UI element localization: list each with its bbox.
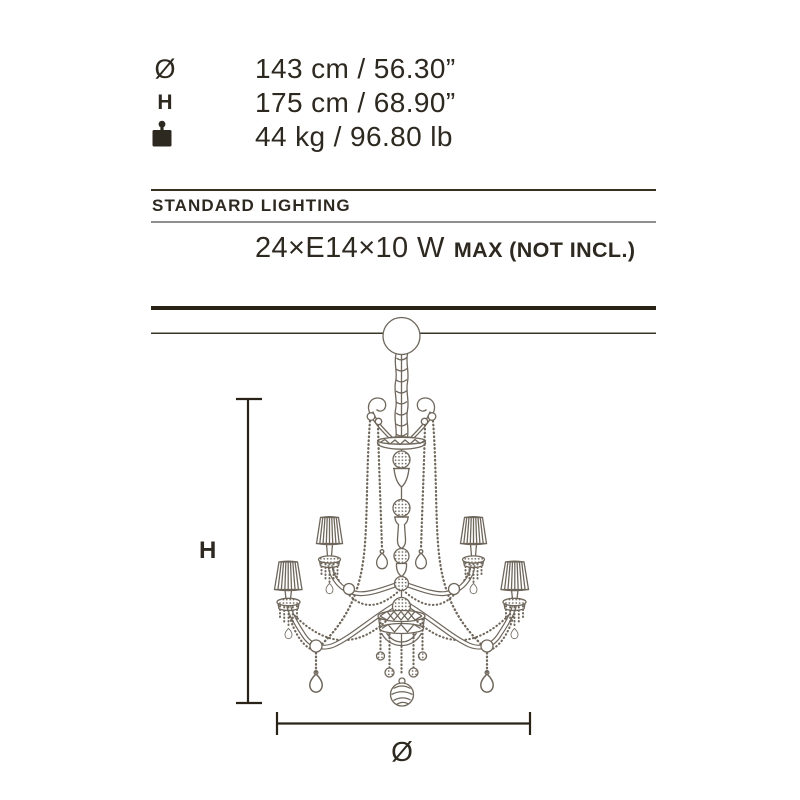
top-dish [378,437,426,449]
lampshade [275,561,303,591]
diameter-dimension-line [277,712,530,735]
weight-value: 44 kg / 96.80 lb [255,121,453,152]
scroll-ornament [367,398,392,438]
max-note: MAX (NOT INCL.) [453,238,636,262]
spec-row-height [150,86,456,120]
height-value: 175 cm / 68.90” [255,87,456,118]
diameter-value: 143 cm / 56.30” [255,53,456,84]
bulb-spec: 24×E14×10 W [255,232,445,264]
rule-under-heading [151,221,656,223]
finial-ball [391,678,414,706]
spec-row-diameter [150,52,456,86]
rule-top [151,189,656,191]
height-dimension-line [236,399,262,703]
lighting-spec [255,232,635,265]
section-heading: STANDARD LIGHTING [152,196,351,215]
rule-thick [151,306,656,310]
diameter-icon: Ø [154,53,176,84]
spec-row-weight [150,120,453,154]
lampshade [317,517,343,545]
diameter-dimension-label: Ø [391,736,413,767]
stem [393,451,411,616]
chandelier-figure [275,318,529,707]
canopy-ball [383,318,420,355]
height-dimension-label: H [199,537,217,564]
height-icon: H [157,91,173,114]
